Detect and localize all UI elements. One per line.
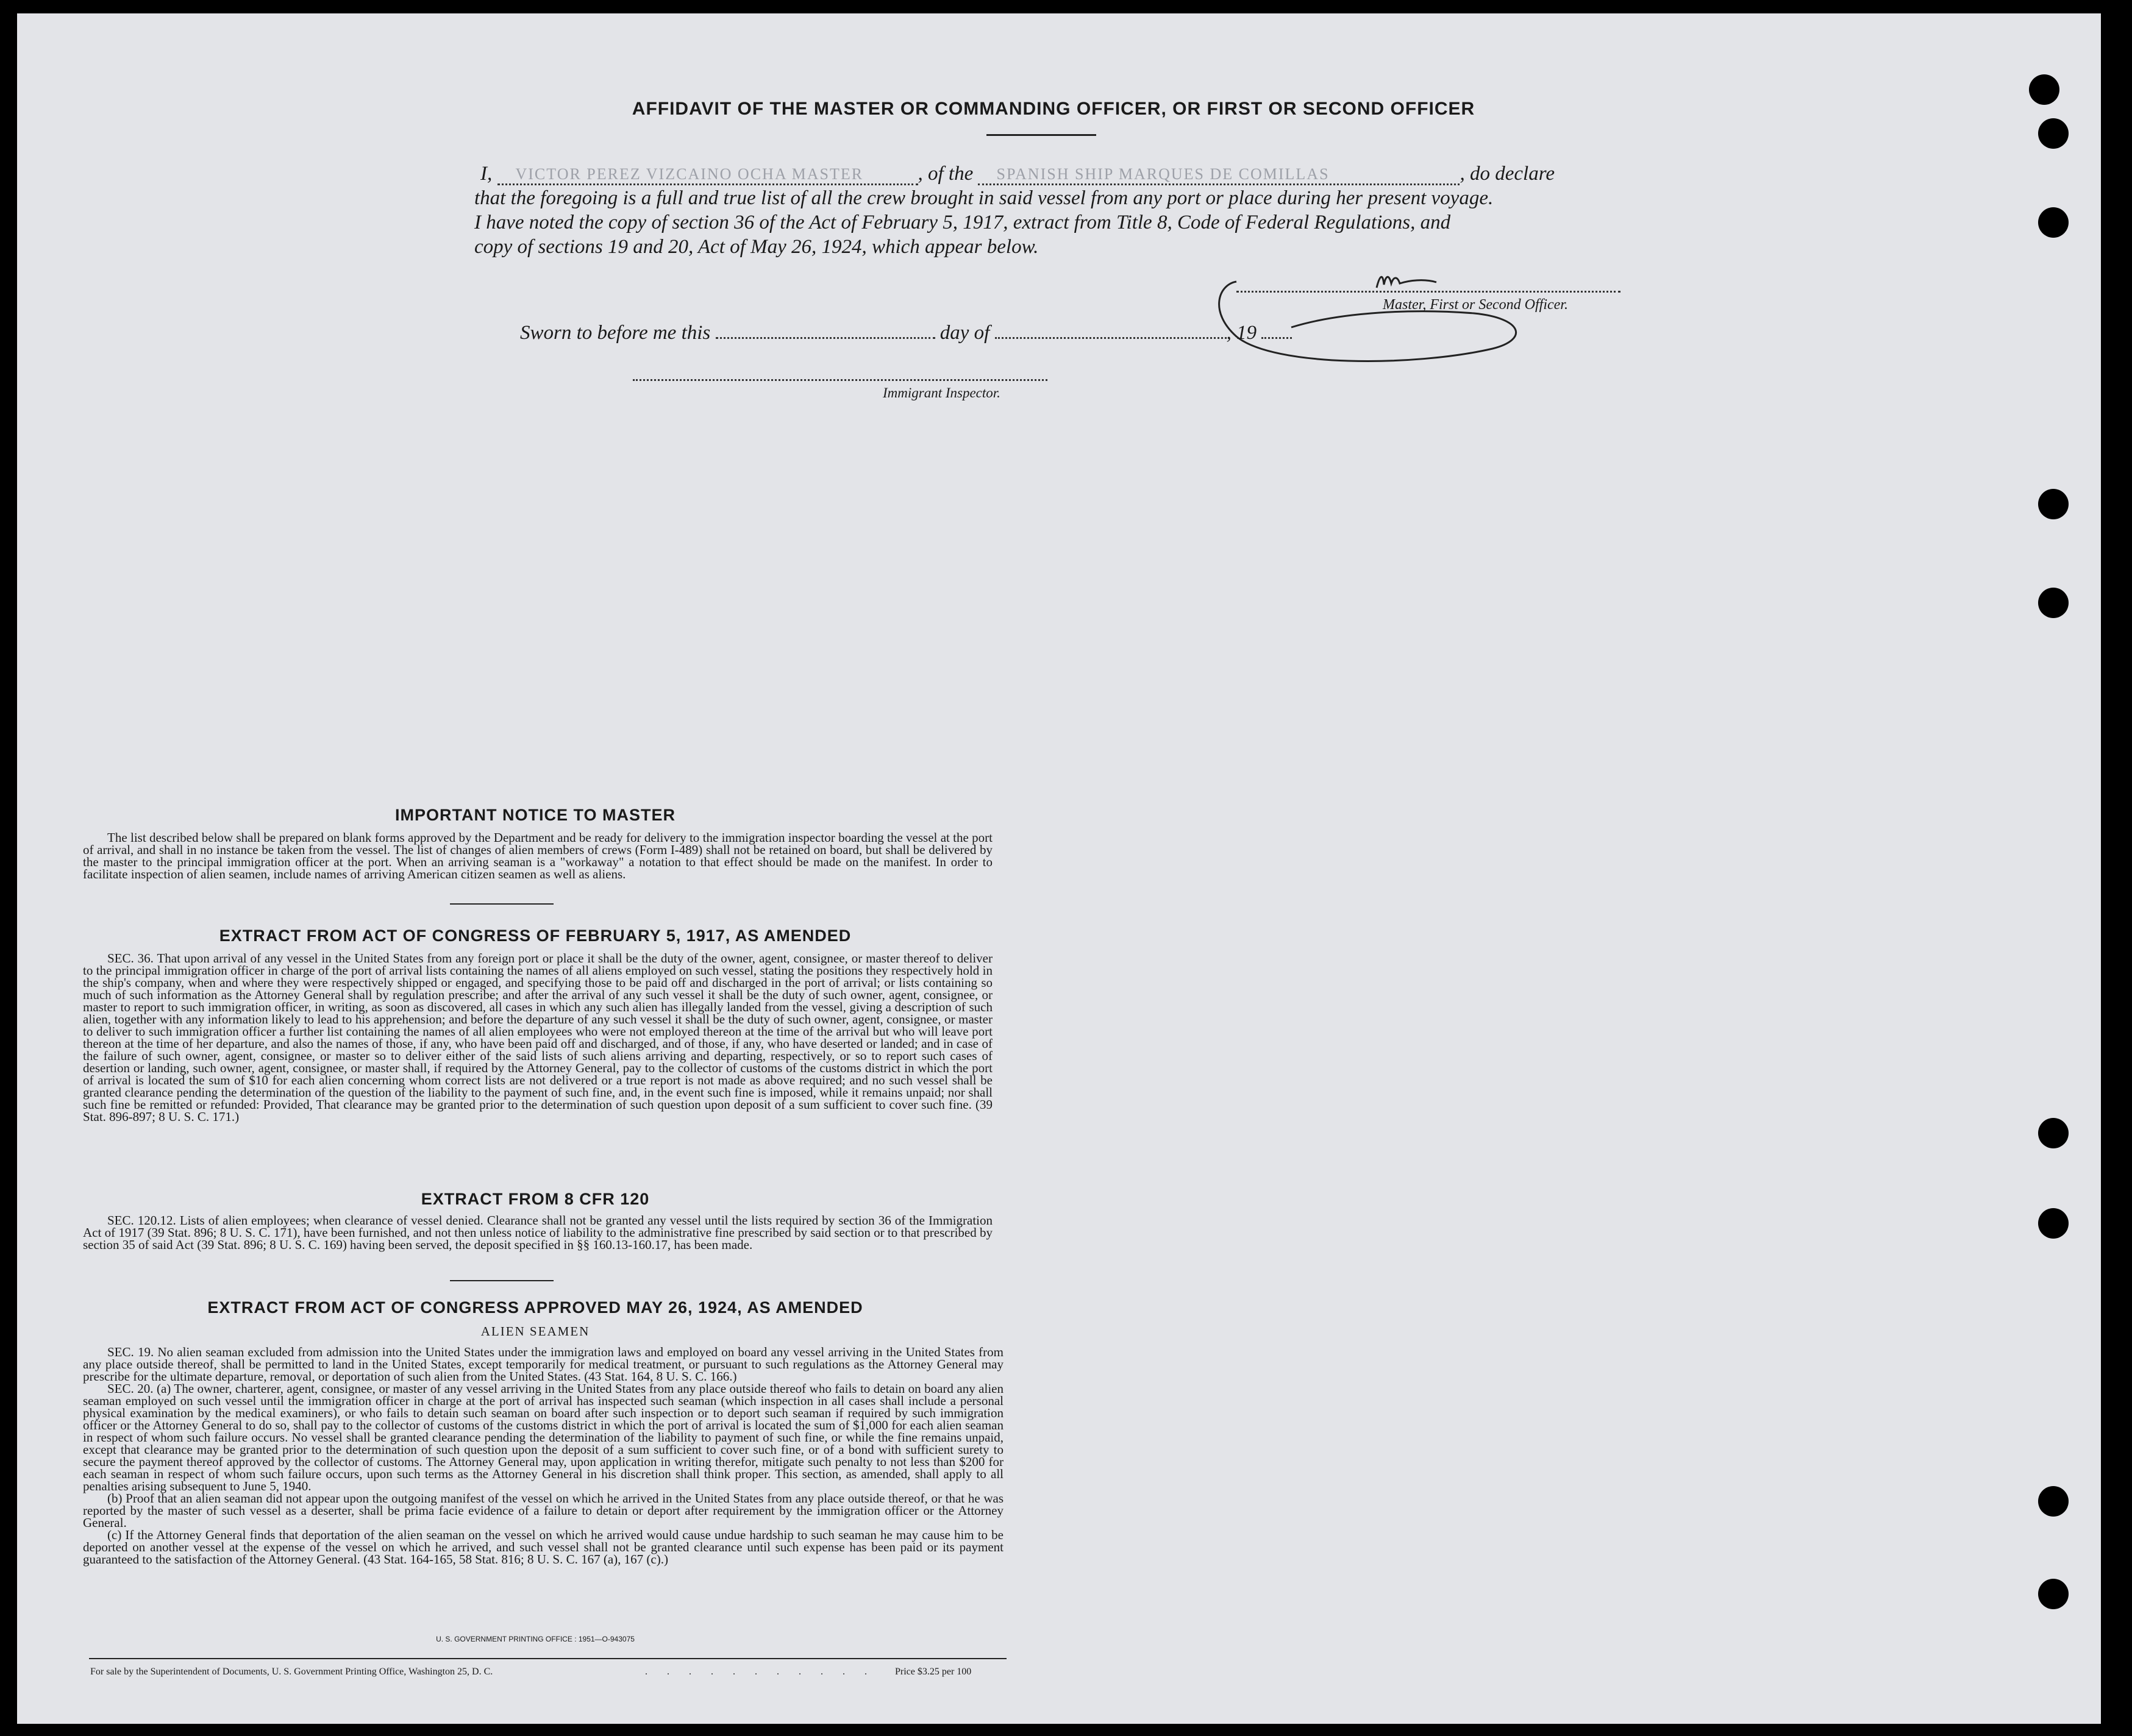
footer-dots: . . . . . . . . . . . <box>645 1667 875 1677</box>
printing-office-note: U. S. GOVERNMENT PRINTING OFFICE : 1951—O-943075 <box>436 1635 635 1643</box>
sworn-month-field <box>995 321 1227 339</box>
sworn-year-prefix: , 19 <box>1226 322 1257 344</box>
punch-hole <box>2038 588 2069 618</box>
inspector-signature-line <box>633 379 1047 381</box>
punch-hole <box>2038 207 2069 238</box>
vessel-name-field <box>978 165 1460 185</box>
punch-hole <box>2038 1208 2069 1239</box>
declaration-line-4: copy of sections 19 and 20, Act of May 26, 1924, which appear below. <box>474 236 1039 258</box>
declaration-of-the: , of the <box>918 163 974 185</box>
sec-20b-text: (b) Proof that an alien seaman did not appear upon the outgoing manifest of the vessel on which he arrived in the United States from any place outside thereof, or that he was reported by the master of such vessel as a deserter, shall be prima facie evidence of a failure to detain or deport after requirement by the immigration officer or the Attorney General. <box>83 1491 1004 1530</box>
master-name-field <box>497 165 918 185</box>
vessel-name-value: SPANISH SHIP MARQUES DE COMILLAS <box>996 165 1330 183</box>
alien-seamen-subtitle: ALIEN SEAMEN <box>480 1324 590 1339</box>
notice-title: IMPORTANT NOTICE TO MASTER <box>395 806 676 824</box>
notice-body <box>83 831 993 880</box>
declaration-line-3: I have noted the copy of section 36 of the Act of February 5, 1917, extract from Title 8, Code of Federal Regulations, and <box>474 212 1451 233</box>
extract-1917-body <box>83 952 993 1123</box>
notice-divider <box>450 903 554 905</box>
extract-1924-title: EXTRACT FROM ACT OF CONGRESS APPROVED MAY 26, 1924, AS AMENDED <box>207 1298 863 1317</box>
footer-rule <box>89 1658 1007 1659</box>
punch-hole <box>2038 1579 2069 1609</box>
master-name-value: VICTOR PEREZ VIZCAINO OCHA MASTER <box>515 165 864 183</box>
document-page <box>17 13 2101 1724</box>
sworn-date-field <box>716 321 935 339</box>
sec-19-text: SEC. 19. No alien seaman excluded from admission into the United States under the immigration laws and employed on board any vessel arriving in the United States from any place outside thereof, shall be permitted to land in the United States, except temporarily for medical treatment, or pursuant to such regulations as the Attorney General may prescribe for the ultimate departure, removal, or deportation of such alien from the United States. (43 Stat. 164, 8 U. S. C. 166.) <box>83 1345 1004 1384</box>
punch-hole <box>2038 1486 2069 1517</box>
declaration-do-declare: , do declare <box>1460 163 1555 185</box>
punch-hole <box>2038 1118 2069 1148</box>
sworn-year-field <box>1261 321 1292 339</box>
affidavit-title: AFFIDAVIT OF THE MASTER OR COMMANDING OFFICER, OR FIRST OR SECOND OFFICER <box>632 99 1475 119</box>
punch-hole <box>2038 118 2069 149</box>
declaration-i: I, <box>480 163 493 185</box>
extract-1924-body <box>83 1346 1004 1565</box>
sec-20c-text: (c) If the Attorney General finds that deportation of the alien seaman on the vessel on which he arrived would cause undue hardship to such seaman he may cause him to be deported on another vessel at the expense of the vessel on which he arrived, and such vessel shall not be granted clearance until such expense has been paid or its payment guaranteed to the satisfaction of the Attorney General. (43 Stat. 164-165, 58 Stat. 816; 8 U. S. C. 167 (a), 167 (c).) <box>83 1528 1004 1567</box>
footer-sale-note: For sale by the Superintendent of Documents, U. S. Government Printing Office, Washington 25, D. C. <box>90 1667 493 1677</box>
sworn-label: Sworn to before me this <box>520 322 711 344</box>
footer-price: Price $3.25 per 100 <box>895 1667 972 1677</box>
cfr-divider <box>450 1280 554 1281</box>
punch-hole <box>2038 489 2069 519</box>
sworn-line <box>520 321 1374 344</box>
extract-1917-title: EXTRACT FROM ACT OF CONGRESS OF FEBRUARY 5, 1917, AS AMENDED <box>219 927 852 945</box>
inspector-label: Immigrant Inspector. <box>883 385 1000 400</box>
title-divider <box>986 134 1096 136</box>
declaration-line-1 <box>480 163 1639 185</box>
sworn-day-of: day of <box>939 322 990 344</box>
extract-cfr-title: EXTRACT FROM 8 CFR 120 <box>421 1190 650 1208</box>
declaration-line-2: that the foregoing is a full and true list of all the crew brought in said vessel from any port or place during her present voyage. <box>474 187 1494 209</box>
punch-hole <box>2029 74 2059 105</box>
extract-cfr-body <box>83 1214 993 1251</box>
officer-label: Master, First or Second Officer. <box>1383 297 1568 313</box>
sec-120-12-text: SEC. 120.12. Lists of alien employees; when clearance of vessel denied. Clearance shall not be granted any vessel until the lists required by section 36 of the Immigration Act of 1917 (39 Stat. 896; 8 U. S. C. 171), have been furnished, and not then unless notice of liability to the administrative fine prescribed by said section or to that prescribed by section 35 of said Act (39 Stat. 896; 8 U. S. C. 169) having been served, the deposit specified in §§ 160.13-160.17, has been made. <box>83 1213 993 1252</box>
notice-text: The list described below shall be prepared on blank forms approved by the Department and be ready for delivery to the immigration inspector boarding the vessel at the port of arrival, and shall in no instance be taken from the vessel. The list of changes of alien members of crews (Form I-489) shall not be retained on board, but shall be delivered by the master to the principal immigration officer at the port. When an arriving seaman is a "workaway" a notation to that effect should be made on the manifest. In order to facilitate inspection of alien seamen, include names of arriving American citizen seamen as well as aliens. <box>83 830 993 881</box>
sec-20a-text: SEC. 20. (a) The owner, charterer, agent, consignee, or master of any vessel arriving in the United States from any place outside thereof who fails to detain on board any alien seaman employed on such vessel until the immigration officer in charge at the port of arrival has inspected such seaman (which inspection in all cases shall include a personal physical examination by the medical examiners), or who fails to detain such seaman on board after such inspection or to deport such seaman if required by such immigration officer or the Attorney General to do so, shall pay to the collector of customs of the customs district in which the port of arrival is located the sum of $1,000 for each alien seaman in respect of whom such failure occurs. No vessel shall be granted clearance pending the determination of the liability to payment of such fine, or while the fine remains unpaid, except that clearance may be granted prior to the determination of such question upon the deposit of a sum sufficient to cover such fine, or of a bond with sufficient surety to secure the payment thereof approved by the collector of customs. The Attorney General may, upon application in writing therefor, mitigate such penalty to not less than $200 for each seaman in respect of whom such failure occurs, upon such terms as the Attorney General in his discretion shall think proper. This section, as amended, shall apply to all penalties arising subsequent to June 5, 1940. <box>83 1381 1004 1493</box>
sec-36-text: SEC. 36. That upon arrival of any vessel in the United States from any foreign port or place it shall be the duty of the owner, agent, consignee, or master thereof to deliver to the principal immigration officer in charge of the port of arrival lists containing the names of all aliens employed on such vessel, stating the positions they respectively hold in the ship's company, when and where they were respectively shipped or engaged, and specifying those to be paid off and discharged in the port of arrival; or lists containing so much of such information as the Attorney General shall by regulation prescribe; and after the arrival of any such vessel it shall be the duty of such owner, agent, consignee, or master to report to such immigration officer, in writing, as soon as discovered, all cases in which any such alien has illegally landed from the vessel, giving a description of such alien, together with any information likely to lead to his apprehension; and before the departure of any such vessel it shall be the duty of such owner, agent, consignee, or master to deliver to such immigration officer a further list containing the names of all alien employees who were not employed thereon at the time of the arrival but who will leave port thereon at the time of her departure, and also the names of those, if any, who have been paid off and discharged, and of those, if any, who have deserted or landed; and in case of the failure of such owner, agent, consignee, or master so to deliver either of the said lists of such aliens arriving and departing, respectively, or so to report such cases of desertion or landing, such owner, agent, consignee, or master shall, if required by the Attorney General, pay to the collector of customs of the customs district in which the port of arrival is located the sum of $10 for each alien concerning whom correct lists are not delivered or a true report is not made as above required; and no such vessel shall be granted clearance pending the determination of the question of the liability to the payment of such fine, and, in the event such fine is imposed, while it remains unpaid; nor shall such fine be remitted or refunded: Provided, That clearance may be granted prior to the determination of such question upon deposit of a sum sufficient to cover such fine. (39 Stat. 896-897; 8 U. S. C. 171.) <box>83 951 993 1124</box>
